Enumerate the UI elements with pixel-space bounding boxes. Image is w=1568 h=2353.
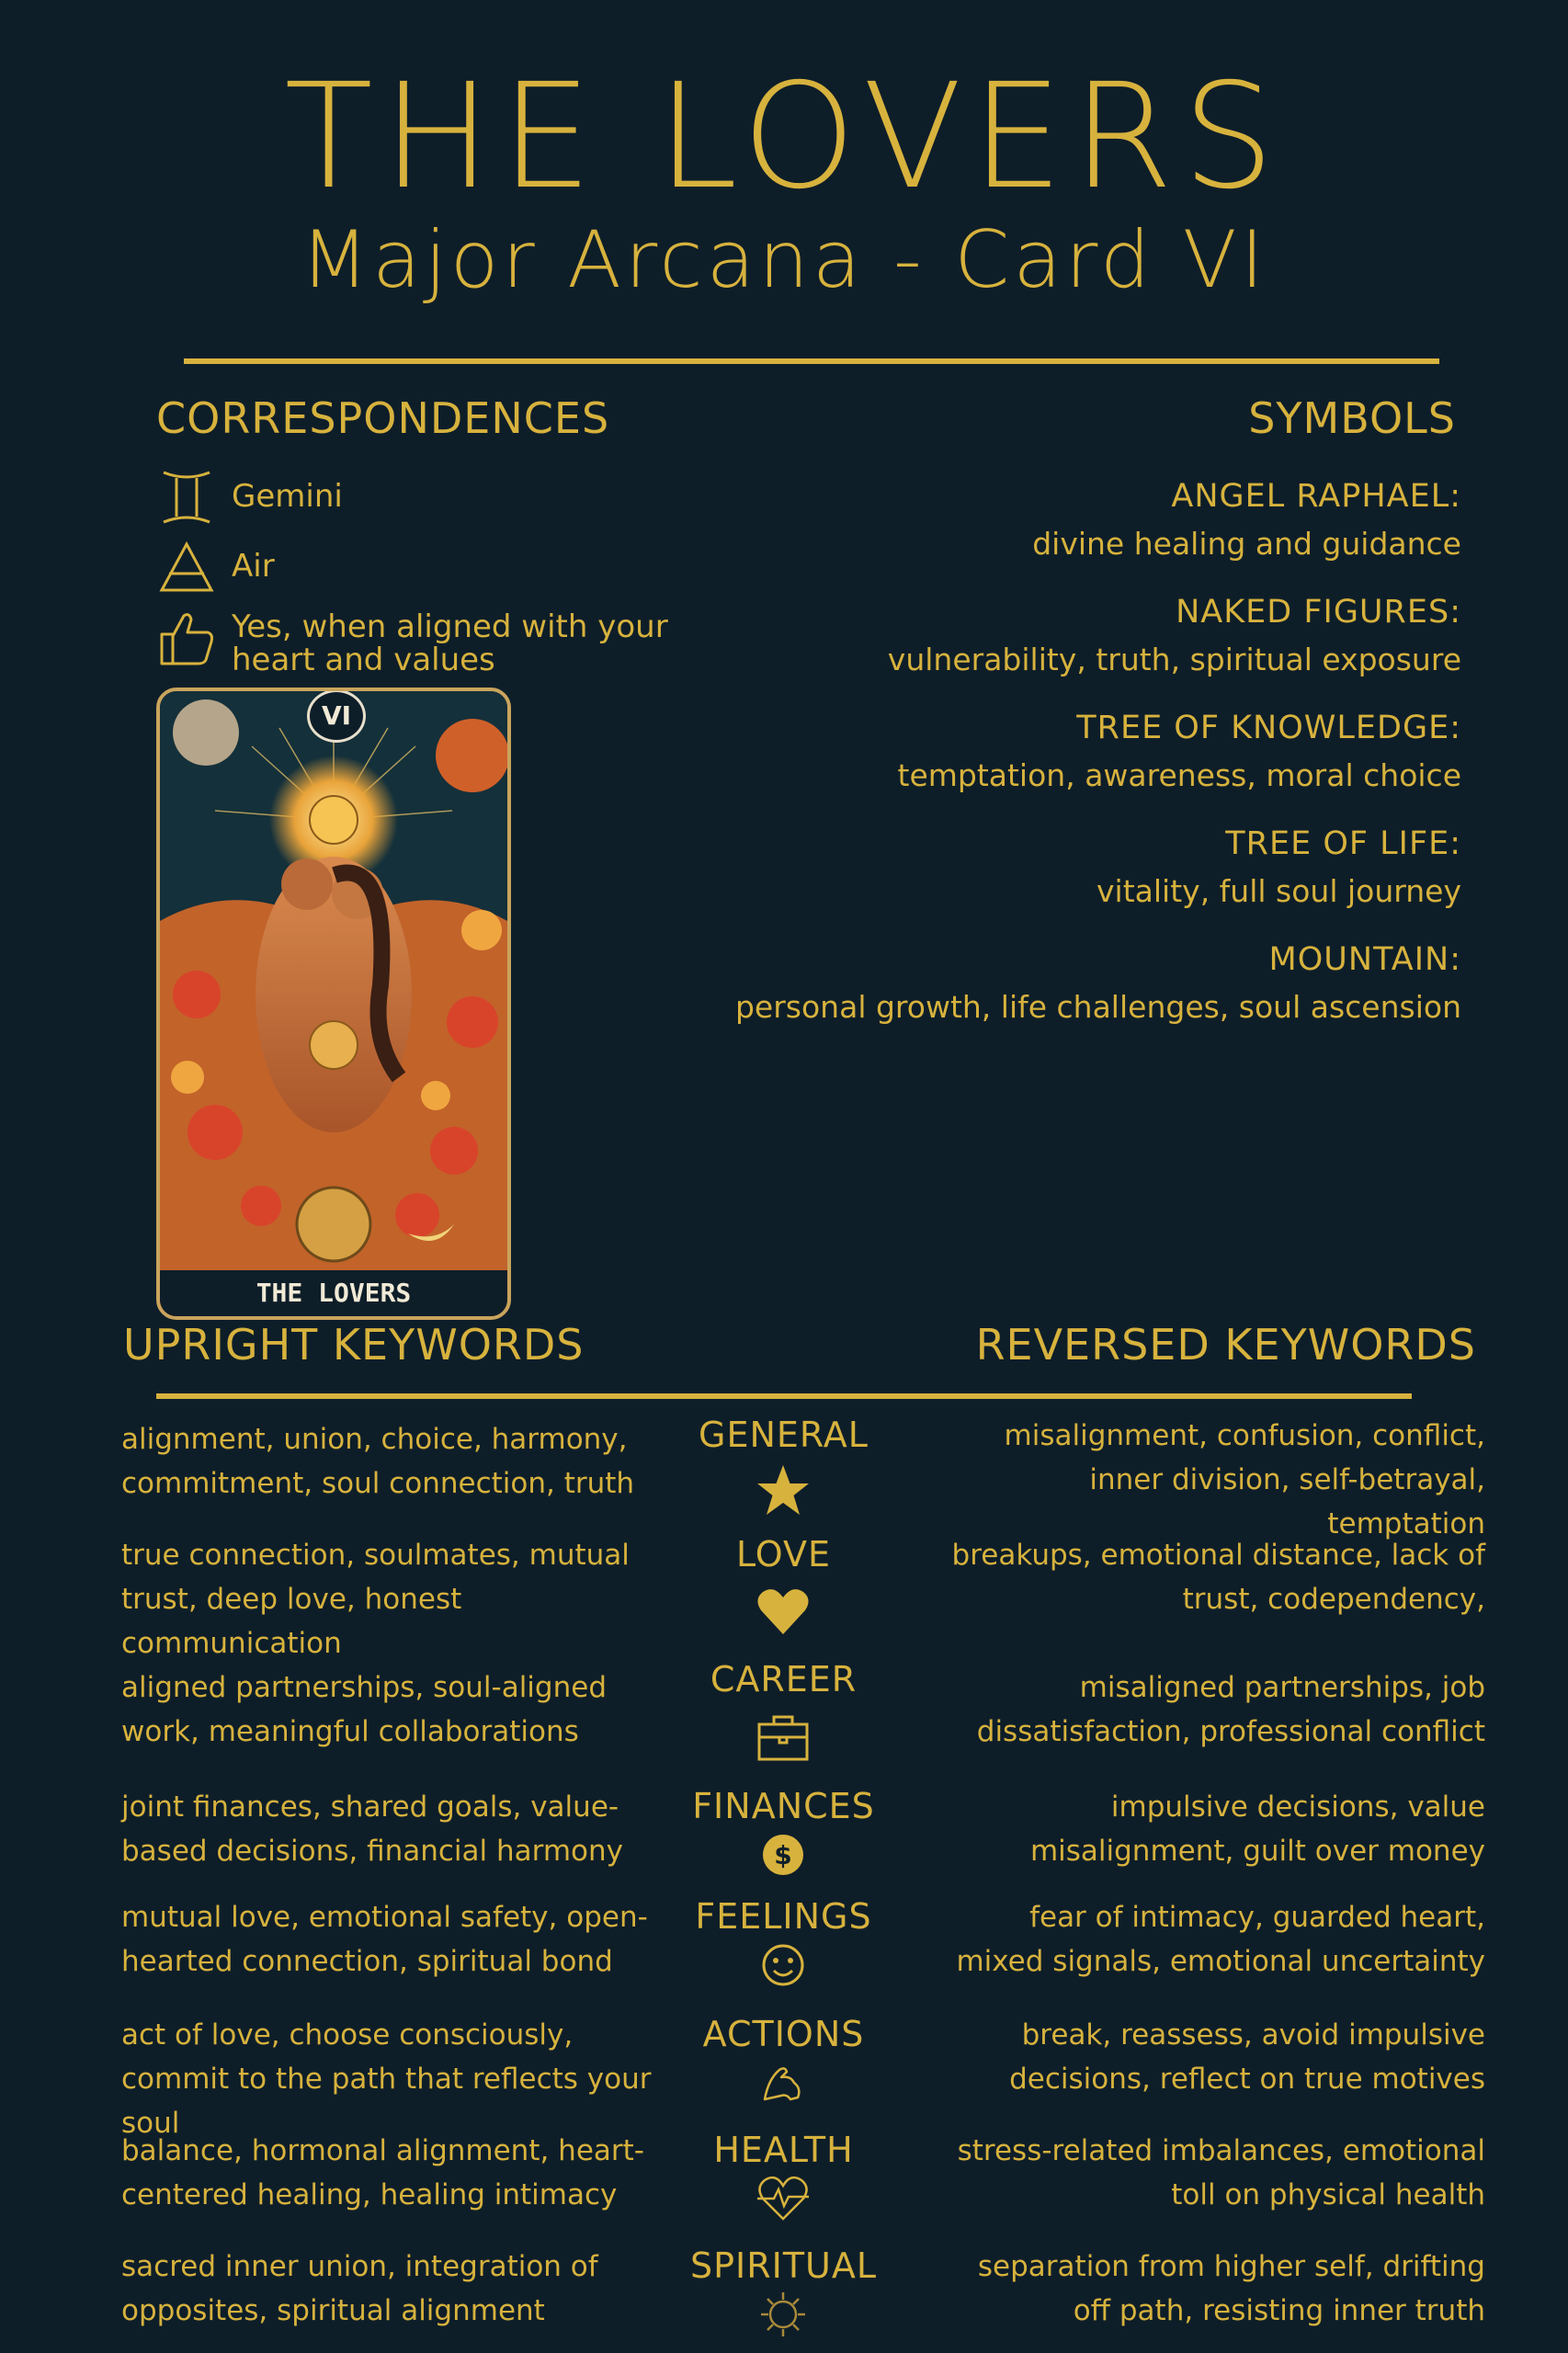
symbol-label: MOUNTAIN:	[1268, 941, 1461, 978]
briefcase-icon	[754, 1708, 812, 1767]
category-career: CAREER	[710, 1659, 858, 1699]
category-health: HEALTH	[713, 2130, 854, 2170]
correspondence-item-zodiac	[156, 467, 343, 531]
upright-keywords-actions: act of love, choose consciously, commit to the path that reflects your soul	[121, 2018, 652, 2140]
reversed-keywords-spiritual: separation from higher self, drifting off path, resisting inner truth	[977, 2250, 1485, 2327]
page-title: THE LOVERS	[284, 52, 1284, 222]
card-numeral: VI	[307, 689, 366, 743]
heart-icon	[754, 1581, 812, 1640]
upright-keywords-career: aligned partnerships, soul-aligned work, meaningful collaborations	[121, 1671, 607, 1748]
symbol-description: temptation, awareness, moral choice	[897, 757, 1461, 793]
reversed-keywords-feelings: fear of intimacy, guarded heart, mixed signals, emotional uncertainty	[956, 1901, 1485, 1978]
upright-keywords-feelings: mutual love, emotional safety, open-hearted connection, spiritual bond	[121, 1901, 648, 1978]
upright-keywords-spiritual: sacred inner union, integration of opposites, spiritual alignment	[121, 2250, 598, 2327]
reversed-keywords-general: misalignment, confusion, conflict, inner division, self-betrayal, temptation	[1004, 1419, 1485, 1540]
correspondence-item-element	[156, 537, 275, 601]
category-love: LOVE	[735, 1534, 832, 1574]
thumbs-up-icon	[156, 607, 217, 667]
flexed-arm-icon	[754, 2052, 812, 2110]
symbol-description: vitality, full soul journey	[1096, 873, 1461, 909]
symbol-description: personal growth, life challenges, soul ascension	[734, 989, 1461, 1025]
symbol-label: NAKED FIGURES:	[1176, 594, 1461, 631]
upright-keywords-love: true connection, soulmates, mutual trust, deep love, honest communication	[121, 1539, 630, 1660]
air-icon	[156, 537, 217, 597]
sun-wheel-icon	[754, 2285, 812, 2344]
page-subtitle: Major Arcana - Card VI	[300, 214, 1267, 306]
correspondence-item-answer	[156, 607, 671, 678]
symbol-description: divine healing and guidance	[1032, 526, 1461, 562]
upright-keywords-finances: joint finances, shared goals, value-based decisions, financial harmony	[121, 1790, 624, 1868]
upright-keywords-general: alignment, union, choice, harmony, commitment, soul connection, truth	[121, 1423, 635, 1500]
symbol-description: vulnerability, truth, spiritual exposure	[887, 642, 1461, 677]
card-name: THE LOVERS	[256, 1278, 412, 1308]
upright-keywords-health: balance, hormonal alignment, heart-centered healing, healing intimacy	[121, 2134, 644, 2211]
card-illustration	[160, 691, 507, 1316]
reversed-keywords-heading: REVERSED KEYWORDS	[975, 1320, 1476, 1370]
correspondence-answer-text: Yes, when aligned with your heart and values	[232, 608, 668, 678]
keywords-divider	[156, 1393, 1412, 1399]
category-actions: ACTIONS	[702, 2014, 865, 2054]
correspondences-heading: CORRESPONDENCES	[156, 393, 610, 443]
correspondence-element-text: Air	[232, 548, 275, 585]
upright-keywords-heading: UPRIGHT KEYWORDS	[123, 1320, 585, 1370]
symbols-heading: SYMBOLS	[1248, 393, 1456, 443]
header-divider	[184, 358, 1439, 364]
reversed-keywords-health: stress-related imbalances, emotional toll on physical health	[957, 2134, 1485, 2211]
reversed-keywords-love: breakups, emotional distance, lack of trust, codependency,	[951, 1539, 1485, 1616]
tarot-card-image	[156, 688, 511, 1320]
reversed-keywords-career: misaligned partnerships, job dissatisfaction, professional conflict	[976, 1671, 1485, 1748]
svg-text:$: $	[774, 1840, 792, 1870]
symbol-label: TREE OF LIFE:	[1225, 825, 1461, 862]
smiley-icon	[754, 1936, 812, 1995]
dollar-coin-icon	[754, 1825, 812, 1884]
correspondence-zodiac-text: Gemini	[232, 478, 343, 515]
category-spiritual: SPIRITUAL	[689, 2245, 878, 2286]
symbol-label: TREE OF KNOWLEDGE:	[1076, 710, 1461, 746]
star-icon	[754, 1461, 812, 1520]
heartbeat-icon	[754, 2167, 812, 2226]
symbol-label: ANGEL RAPHAEL:	[1171, 478, 1461, 515]
category-general: GENERAL	[699, 1415, 869, 1455]
reversed-keywords-finances: impulsive decisions, value misalignment, guilt over money	[1029, 1790, 1485, 1868]
category-finances: FINANCES	[692, 1786, 875, 1826]
gemini-icon	[156, 467, 217, 528]
reversed-keywords-actions: break, reassess, avoid impulsive decisions, reflect on true motives	[1009, 2018, 1485, 2096]
category-feelings: FEELINGS	[695, 1896, 872, 1937]
